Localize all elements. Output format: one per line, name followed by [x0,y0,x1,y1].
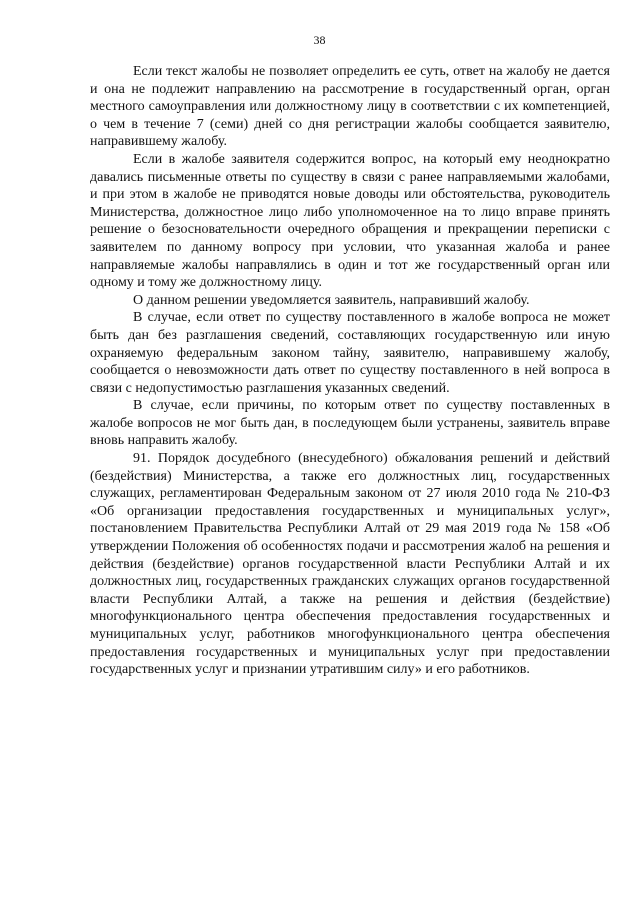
page-number: 38 [313,33,326,47]
paragraph-decision-notice: О данном решении уведомляется заявитель, направивший жалобу. [133,292,530,308]
paragraph-resubmission: В случае, если причины, по которым ответ по существу поставленных в жалобе вопросов не мог быть дан, в последующем были устранены, заявитель вправе вновь направить жалобу. [90,398,610,449]
paragraph-secret-information: В случае, если ответ по существу поставленного в жалобе вопроса не может быть дан без разглашения сведений, составляющих государственную или иную охраняемую федеральным законом тайну, заявителю, направившему жалобу, сообщается о невозможности дать ответ по существу поставленного в ней вопроса в связи с недопустимостью разглашения указанных сведений. [90,310,610,396]
paragraph-repeated-question: Если в жалобе заявителя содержится вопрос, на который ему неоднократно давались письменные ответы по существу в связи с ранее направляемыми жалобами, и при этом в жалобе не приводятся новые доводы или обстоятельства, руководитель Министерства, должностное лицо либо уполномоченное на то лицо вправе принять решение о безосновательности очередного обращения и прекращении переписки с заявителем по данному вопросу при условии, что указанная жалоба и ранее направляемые жалобы направлялись в один и тот же государственный орган или одному и тому же должностному лицу. [90,151,610,291]
paragraph-91-appeal-procedure: 91. Порядок досудебного (внесудебного) обжалования решений и действий (бездействия) Министерства, а также его должностных лиц, государственных служащих, регламентирован Федеральным законом от 27 июля 2010 года № 210-ФЗ «Об организации предоставления государственных и муниципальных услуг», постановлением Правительства Республики Алтай от 29 мая 2019 года № 158 «Об утверждении Положения об особенностях подачи и рассмотрения жалоб на решения и действия (бездействие) органов государственной власти Республики Алтай и их должностных лиц, государственных гражданских служащих органов государственной власти Республики Алтай, а также на решения и действия (бездействие) многофункционального центра обеспечения предоставления государственных и муниципальных услуг, работников многофункционального центра обеспечения предоставления государственных и муниципальных услуг при предоставлении государственных услуг и признании утратившим силу» и его работников. [90,451,610,678]
paragraph-undeterminable-complaint: Если текст жалобы не позволяет определить ее суть, ответ на жалобу не дается и она не подлежит направлению на рассмотрение в государственный орган, орган местного самоуправления или должностному лицу в соответствии с их компетенцией, о чем в течение 7 (семи) дней со дня регистрации жалобы сообщается заявителю, направившему жалобу. [90,64,610,150]
document-body [90,63,610,679]
